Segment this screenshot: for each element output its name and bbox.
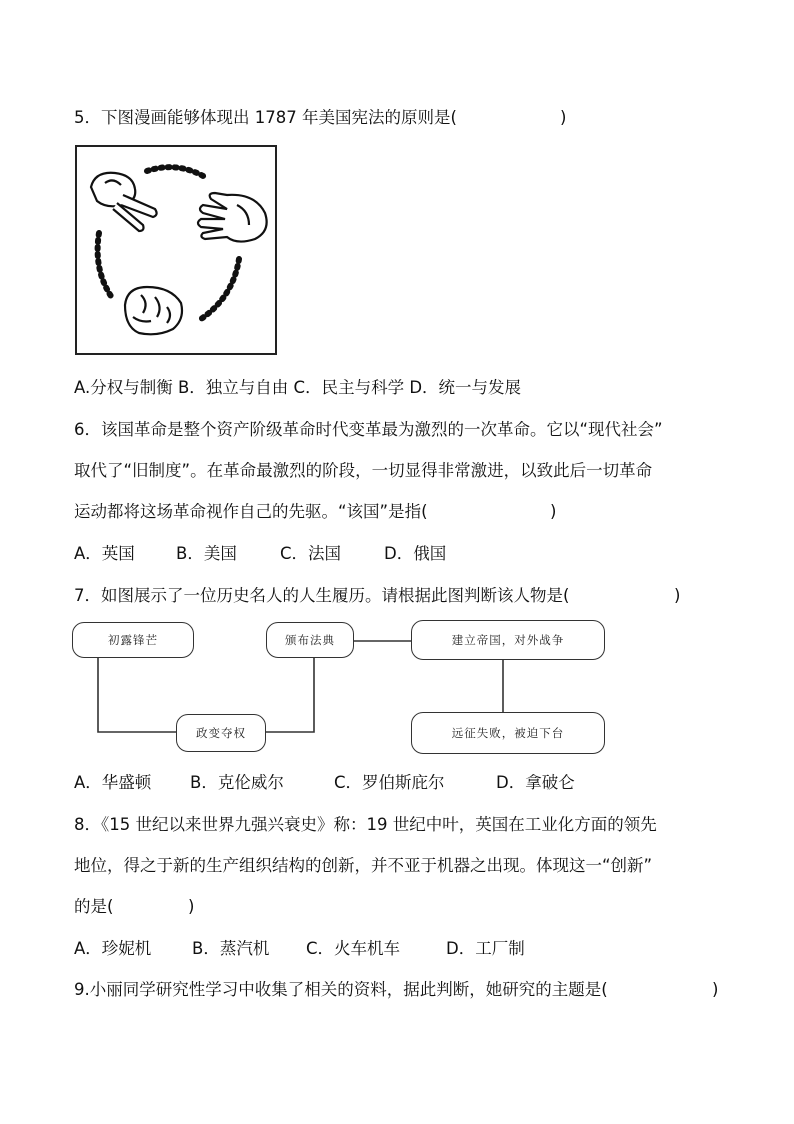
- q7-stem-text: 7．如图展示了一位历史名人的人生履历。请根据此图判断该人物是(: [74, 586, 570, 605]
- q5-stem-text: 5．下图漫画能够体现出 1787 年美国宪法的原则是(: [74, 108, 457, 127]
- q6-paren-close-text: ): [550, 502, 557, 521]
- rock-paper-scissors-illustration: [77, 147, 275, 353]
- q8-line-1-text: 8．《15 世纪以来世界九强兴衰史》称：19 世纪中叶，英国在工业化方面的领先: [74, 815, 657, 834]
- q5-paren-close: [560, 106, 566, 130]
- q6-option-d[interactable]: D．俄国: [384, 544, 447, 563]
- flow-box-5: [411, 712, 605, 754]
- q6-options: [74, 542, 494, 566]
- q7-option-b[interactable]: B．克伦威尔: [190, 773, 284, 792]
- scissors-hand-icon: [91, 173, 157, 231]
- q6-line-1-text: 6．该国革命是整个资产阶级革命时代变革最为激烈的一次革命。它以“现代社会”: [74, 420, 663, 439]
- q7-stem: [74, 584, 569, 608]
- flow-box-2-text: 政变夺权: [196, 726, 246, 740]
- flow-box-3-text: 颁布法典: [285, 633, 335, 647]
- q6-option-b[interactable]: B．美国: [176, 544, 237, 563]
- q9-paren-close-text: ): [712, 980, 719, 999]
- rock-fist-icon: [125, 287, 182, 334]
- q8-line-2-text: 地位，得之于新的生产组织结构的创新，并不亚于机器之出现。体现这一“创新”: [74, 856, 653, 875]
- flow-box-5-text: 远征失败，被迫下台: [451, 726, 565, 740]
- q7-option-d[interactable]: D．拿破仑: [496, 773, 575, 792]
- q6-line-3: [74, 500, 428, 524]
- q5-options: [74, 376, 521, 400]
- q9-stem-text: 9.小丽同学研究性学习中收集了相关的资料，据此判断，她研究的主题是(: [74, 980, 608, 999]
- connector-1-2: [98, 658, 176, 732]
- q5-paren-close-text: ): [560, 108, 567, 127]
- q8-paren-close: [188, 895, 194, 919]
- q5-stem: [74, 106, 457, 130]
- connector-2-3: [265, 658, 314, 732]
- arrow-left: [98, 233, 113, 299]
- q9-paren-close: [712, 978, 718, 1002]
- q7-paren-close: [674, 584, 680, 608]
- flow-box-3: [266, 622, 354, 658]
- q9-stem: [74, 978, 608, 1002]
- q8-line-3: [74, 895, 113, 919]
- flow-box-1: [72, 622, 194, 658]
- q6-paren-close: [550, 500, 556, 524]
- q8-line-2: [74, 854, 652, 878]
- q7-paren-close-text: ): [674, 586, 681, 605]
- q5-options-text[interactable]: A.分权与制衡 B．独立与自由 C．民主与科学 D．统一与发展: [74, 378, 522, 397]
- flow-box-1-text: 初露锋芒: [108, 633, 158, 647]
- q8-option-b[interactable]: B．蒸汽机: [192, 939, 270, 958]
- q6-line-1: [74, 418, 663, 442]
- q6-option-c[interactable]: C．法国: [280, 544, 342, 563]
- q6-line-2: [74, 459, 652, 483]
- arrow-right: [201, 259, 239, 319]
- q8-option-a[interactable]: A．珍妮机: [74, 939, 152, 958]
- q6-line-3-text: 运动都将这场革命视作自己的先驱。“该国”是指(: [74, 502, 428, 521]
- q8-option-c[interactable]: C．火车机车: [306, 939, 401, 958]
- q8-line-3-text: 的是(: [74, 897, 114, 916]
- paper-hand-icon: [198, 193, 267, 242]
- arrow-top: [147, 167, 205, 177]
- q8-option-d[interactable]: D．工厂制: [446, 939, 525, 958]
- flow-box-2: [176, 714, 266, 752]
- flow-box-4-text: 建立帝国，对外战争: [451, 633, 565, 647]
- flow-box-4: [411, 620, 605, 660]
- q7-option-c[interactable]: C．罗伯斯庇尔: [334, 773, 445, 792]
- q7-options: [74, 771, 614, 795]
- q7-option-a[interactable]: A．华盛顿: [74, 773, 152, 792]
- q6-line-2-text: 取代了“旧制度”。在革命最激烈的阶段，一切显得非常激进，以致此后一切革命: [74, 461, 653, 480]
- q8-options: [74, 937, 534, 961]
- q6-option-a[interactable]: A．英国: [74, 544, 135, 563]
- q5-cartoon-rock-paper-scissors: [75, 145, 277, 355]
- q8-paren-close-text: ): [188, 897, 195, 916]
- q8-line-1: [74, 813, 657, 837]
